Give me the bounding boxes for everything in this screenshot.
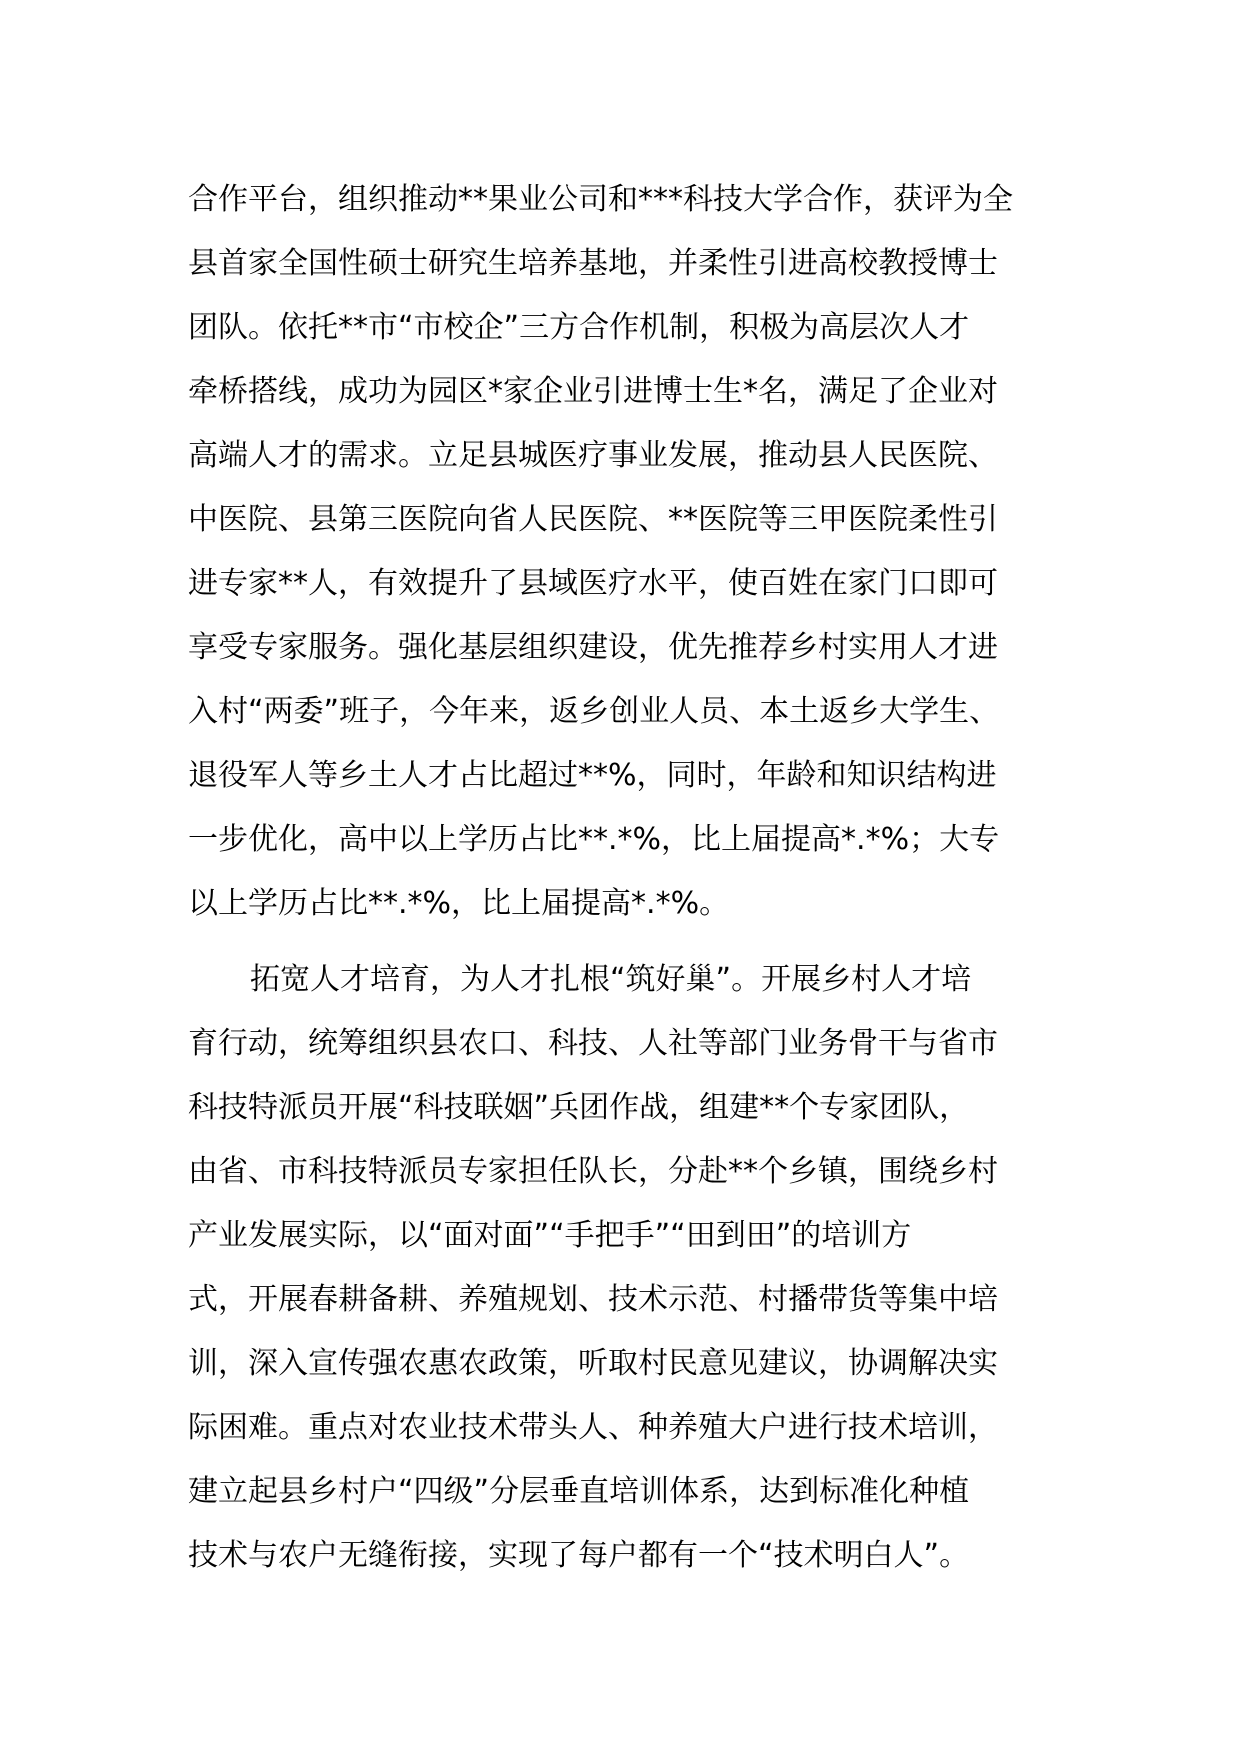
paragraph-line: 团队。依托**市“市校企”三方合作机制，积极为高层次人才 <box>188 310 970 345</box>
paragraph-line: 训，深入宣传强农惠农政策，听取村民意见建议，协调解决实 <box>188 1346 998 1381</box>
paragraph-line: 退役军人等乡土人才占比超过**%，同时，年龄和知识结构进 <box>188 758 997 793</box>
paragraph-line: 技术与农户无缝衔接，实现了每户都有一个“技术明白人”。 <box>188 1538 970 1573</box>
paragraph-line: 入村“两委”班子，今年来，返乡创业人员、本土返乡大学生、 <box>188 694 1000 729</box>
paragraph-line: 牵桥搭线，成功为园区*家企业引进博士生*名，满足了企业对 <box>188 374 998 409</box>
paragraph-line: 产业发展实际，以“面对面”“手把手”“田到田”的培训方 <box>188 1218 912 1253</box>
paragraph-line: 建立起县乡村户“四级”分层垂直培训体系，达到标准化种植 <box>188 1474 970 1509</box>
paragraph-line: 合作平台，组织推动**果业公司和***科技大学合作，获评为全 <box>188 182 1013 217</box>
paragraph-line: 一步优化，高中以上学历占比**.*%，比上届提高*.*%；大专 <box>188 822 1000 857</box>
paragraph-line: 由省、市科技特派员专家担任队长，分赴**个乡镇，围绕乡村 <box>188 1154 998 1189</box>
paragraph-line: 育行动，统筹组织县农口、科技、人社等部门业务骨干与省市 <box>188 1026 998 1061</box>
paragraph-line: 科技特派员开展“科技联姻”兵团作战，组建**个专家团队， <box>188 1090 970 1125</box>
paragraph-line: 进专家**人，有效提升了县域医疗水平，使百姓在家门口即可 <box>188 566 998 601</box>
paragraph-2 <box>188 948 1058 1588</box>
paragraph-line: 际困难。重点对农业技术带头人、种养殖大户进行技术培训， <box>188 1410 998 1445</box>
paragraph-line: 中医院、县第三医院向省人民医院、**医院等三甲医院柔性引 <box>188 502 998 537</box>
paragraph-1 <box>188 168 1058 936</box>
paragraph-line: 以上学历占比**.*%，比上届提高*.*%。 <box>188 886 730 921</box>
paragraph-line: 享受专家服务。强化基层组织建设，优先推荐乡村实用人才进 <box>188 630 998 665</box>
paragraph-line: 高端人才的需求。立足县城医疗事业发展，推动县人民医院、 <box>188 438 998 473</box>
paragraph-first-line: 拓宽人才培育，为人才扎根“筑好巢”。开展乡村人才培 <box>250 962 972 997</box>
paragraph-line: 县首家全国性硕士研究生培养基地，并柔性引进高校教授博士 <box>188 246 998 281</box>
paragraph-line: 式，开展春耕备耕、养殖规划、技术示范、村播带货等集中培 <box>188 1282 998 1317</box>
